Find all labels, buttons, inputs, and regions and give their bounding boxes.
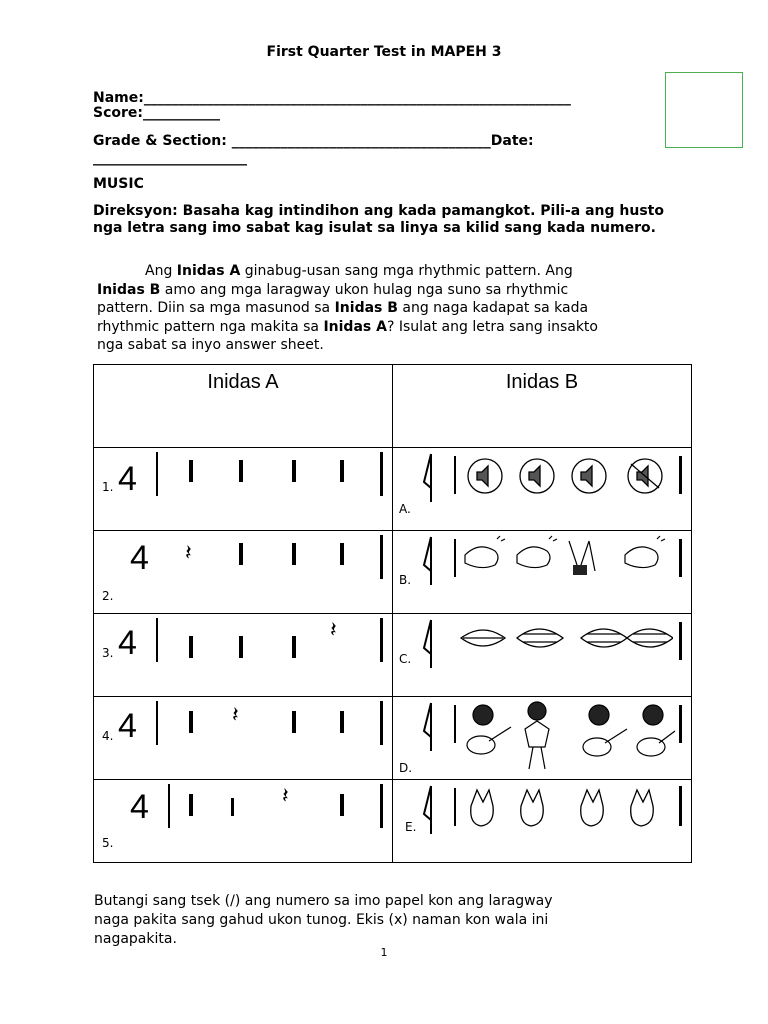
quarter-note (340, 794, 344, 816)
bar-line (454, 705, 456, 743)
quarter-note (292, 460, 296, 482)
date-label: Date: (490, 133, 534, 149)
bar-line (454, 788, 456, 826)
score-label: Score: (93, 105, 143, 121)
table-row (94, 448, 692, 531)
date-blank: ______________________ (93, 150, 247, 166)
name-line (93, 90, 571, 106)
time-signature: 4 (130, 539, 149, 577)
page-number: 1 (380, 946, 388, 959)
page-title: First Quarter Test in MAPEH 3 (266, 44, 502, 60)
item-number: 1. (102, 480, 114, 494)
quarter-rest: 𝄽 (282, 784, 289, 809)
name-label: Name: (93, 90, 144, 106)
rhythm-pattern-3 (94, 614, 393, 697)
quarter-note (292, 543, 296, 565)
end-bar-line (679, 705, 682, 743)
quarter-rest: 𝄽 (330, 618, 337, 643)
clapping-hands (461, 535, 673, 577)
option-letter: D. (399, 761, 413, 775)
quarter-rest: 𝄽 (232, 703, 239, 728)
picture-option-a (393, 448, 692, 531)
table-row (94, 780, 692, 863)
table-row (94, 531, 692, 614)
quarter-note-icon (421, 535, 435, 587)
column-a-header: Inidas A (94, 365, 393, 448)
bar-line (168, 784, 170, 828)
bar-line (156, 452, 158, 496)
open-mouths (459, 622, 673, 656)
end-bar-line (679, 786, 682, 826)
table-row (94, 697, 692, 780)
end-bar-line (380, 452, 383, 496)
quarter-note (340, 711, 344, 733)
grade-section-line (93, 133, 534, 149)
picture-option-c (393, 614, 692, 697)
quarter-note (189, 460, 193, 482)
rhythm-pattern-2 (94, 531, 393, 614)
grade-label: Grade & Section: (93, 133, 232, 149)
time-signature: 4 (118, 707, 137, 745)
matching-table (93, 364, 692, 863)
quarter-note (340, 543, 344, 565)
score-blank: ___________ (143, 105, 220, 121)
end-bar-line (380, 784, 383, 828)
quarter-note-icon (421, 618, 435, 670)
table-row (94, 614, 692, 697)
option-letter: E. (405, 820, 417, 834)
footer-instructions: Butangi sang tsek (/) ang numero sa imo papel kon ang laragway naga pakita sang gahud ukon tunog. Ekis (x) naman kon wala ini nagapakita. (94, 893, 553, 947)
rhythm-pattern-4 (94, 697, 393, 780)
quarter-note (239, 460, 243, 482)
speaker-icons (463, 456, 673, 496)
end-bar-line (380, 618, 383, 662)
section-heading: MUSIC (93, 176, 144, 192)
quarter-note (340, 460, 344, 482)
bar-line (454, 456, 456, 494)
quarter-note (189, 711, 193, 733)
quarter-note (292, 711, 296, 733)
quarter-note-icon (421, 452, 435, 504)
item-number: 4. (102, 729, 114, 743)
quarter-note (231, 798, 234, 816)
directions: Direksyon: Basaha kag intindihon ang kada pamangkot. Pili-a ang husto nga letra sang imo sabat kag isulat sa linya sa kilid sang kada numero. (93, 203, 664, 236)
end-bar-line (380, 535, 383, 579)
time-signature: 4 (118, 460, 137, 498)
score-box (665, 72, 743, 148)
end-bar-line (679, 622, 682, 660)
option-letter: B. (399, 573, 412, 587)
rhythm-pattern-5 (94, 780, 393, 863)
end-bar-line (679, 539, 682, 577)
quarter-note (239, 636, 243, 658)
item-number: 3. (102, 646, 114, 660)
bar-line (454, 539, 456, 577)
time-signature: 4 (118, 624, 137, 662)
quarter-note (239, 543, 243, 565)
column-b-header: Inidas B (393, 365, 692, 448)
rhythm-pattern-1 (94, 448, 393, 531)
picture-option-b (393, 531, 692, 614)
quarter-note (189, 636, 193, 658)
picture-option-d (393, 697, 692, 780)
picture-option-e (393, 780, 692, 863)
snapping-fingers (463, 784, 671, 832)
item-number: 5. (102, 836, 114, 850)
intro-paragraph: Ang Inidas A ginabug-usan sang mga rhythmic pattern. Ang Inidas B amo ang mga laragway ukon hulag nga suno sa rhythmic pattern. Diin sa mga masunod sa Inidas B ang naga kadapat sa kada rhythmic pattern nga makita sa Inidas A? Isulat ang letra sang insakto nga sabat sa inyo answer sheet. (97, 263, 598, 353)
quarter-note (189, 794, 193, 816)
bar-line (156, 618, 158, 662)
time-signature: 4 (130, 788, 149, 826)
quarter-note (292, 636, 296, 658)
option-letter: A. (399, 502, 411, 516)
item-number: 2. (102, 589, 114, 603)
end-bar-line (380, 701, 383, 745)
option-letter: C. (399, 652, 412, 666)
quarter-note-icon (421, 784, 435, 836)
grade-blank: _____________________________________ (231, 133, 491, 149)
quarter-rest: 𝄽 (185, 541, 192, 566)
score-line (93, 105, 220, 121)
bar-line (156, 701, 158, 745)
quarter-note-icon (421, 701, 435, 753)
children-singing-guitar (459, 697, 677, 773)
name-blank: _____________________________________________________________ (143, 90, 571, 106)
end-bar-line (679, 456, 682, 494)
